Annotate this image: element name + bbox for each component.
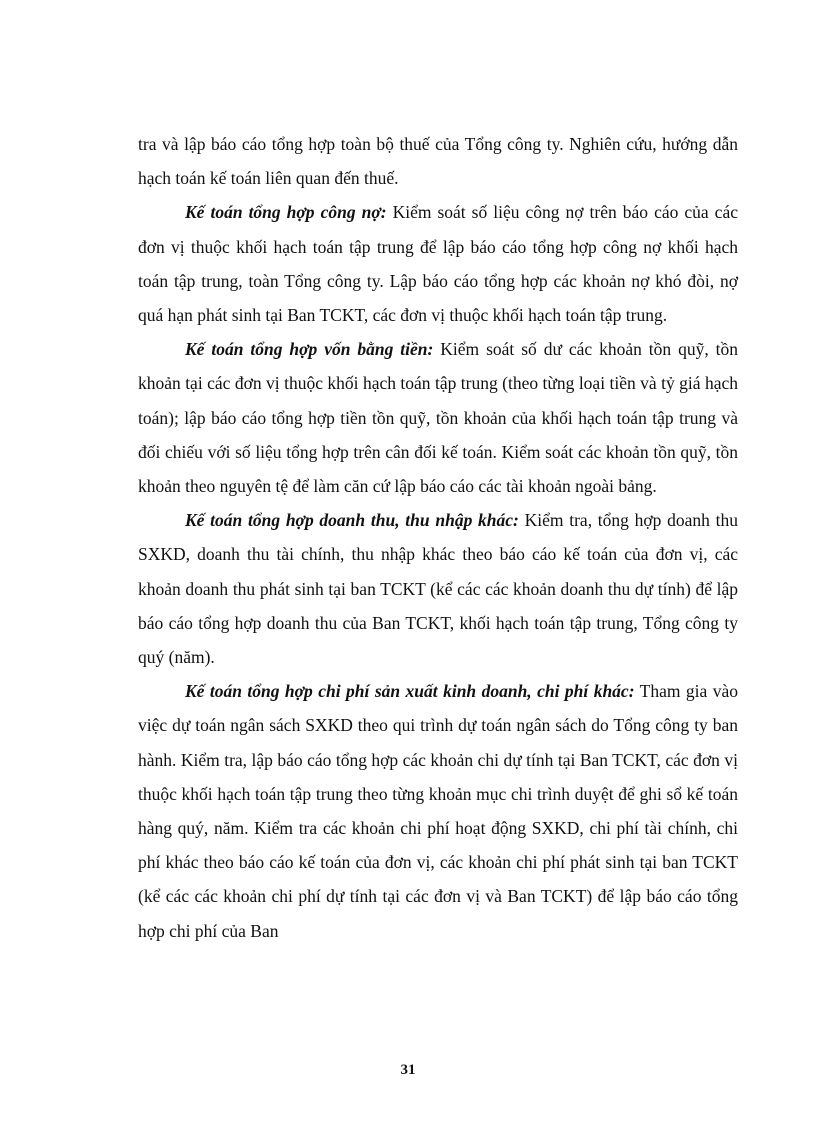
paragraph-tax-continuation <box>138 127 738 195</box>
paragraph-text: Kiểm soát số liệu công nợ trên báo cáo của các đơn vị thuộc khối hạch toán tập trung để lập báo cáo tổng hợp công nợ khối hạch toán tập trung, toàn Tổng công ty. Lập báo cáo tổng hợp các khoản nợ khó đòi, nợ quá hạn phát sinh tại Ban TCKT, các đơn vị thuộc khối hạch toán tập trung. <box>138 202 738 326</box>
paragraph-heading: Kế toán tổng hợp công nợ: <box>185 202 387 223</box>
paragraph-text: Tham gia vào việc dự toán ngân sách SXKD theo qui trình dự toán ngân sách do Tổng công ty ban hành. Kiểm tra, lập báo cáo tổng hợp các khoản chi dự tính tại Ban TCKT, các đơn vị thuộc khối hạch toán tập trung theo từng khoản mục chi trình duyệt để ghi sổ kế toán hàng quý, năm. Kiểm tra các khoản chi phí hoạt động SXKD, chi phí tài chính, chi phí khác theo báo cáo kế toán của đơn vị, các khoản chi phí phát sinh tại ban TCKT (kể các các khoản chi phí dự tính tại các đơn vị và Ban TCKT) để lập báo cáo tổng hợp chi phí của Ban <box>138 681 738 941</box>
paragraph-cash-accounting <box>138 332 738 503</box>
paragraph-heading: Kế toán tổng hợp vốn bằng tiền: <box>185 339 434 360</box>
paragraph-text: tra và lập báo cáo tổng hợp toàn bộ thuế của Tổng công ty. Nghiên cứu, hướng dẫn hạch toán kế toán liên quan đến thuế. <box>138 134 738 189</box>
paragraph-expense-accounting <box>138 674 738 948</box>
page-number: 31 <box>400 1062 416 1078</box>
paragraph-debt-accounting <box>138 195 738 332</box>
paragraph-revenue-accounting <box>138 503 738 674</box>
body-text <box>138 127 738 948</box>
paragraph-heading: Kế toán tổng hợp chi phí sản xuất kinh doanh, chi phí khác: <box>185 681 635 702</box>
paragraph-text: Kiểm tra, tổng hợp doanh thu SXKD, doanh thu tài chính, thu nhập khác theo báo cáo kế toán của đơn vị, các khoản doanh thu phát sinh tại ban TCKT (kể các các khoản doanh thu dự tính) để lập báo cáo tổng hợp doanh thu của Ban TCKT, khối hạch toán tập trung, Tổng công ty quý (năm). <box>138 510 738 668</box>
paragraph-heading: Kế toán tổng hợp doanh thu, thu nhập khác: <box>185 510 519 531</box>
paragraph-text: Kiểm soát số dư các khoản tồn quỹ, tồn khoản tại các đơn vị thuộc khối hạch toán tập trung (theo từng loại tiền và tỷ giá hạch toán); lập báo cáo tổng hợp tiền tồn quỹ, tồn khoản của khối hạch toán tập trung và đối chiếu với số liệu tổng hợp trên cân đối kế toán. Kiểm soát các khoản tồn quỹ, tồn khoản theo nguyên tệ để làm căn cứ lập báo cáo các tài khoản ngoài bảng. <box>138 339 738 497</box>
